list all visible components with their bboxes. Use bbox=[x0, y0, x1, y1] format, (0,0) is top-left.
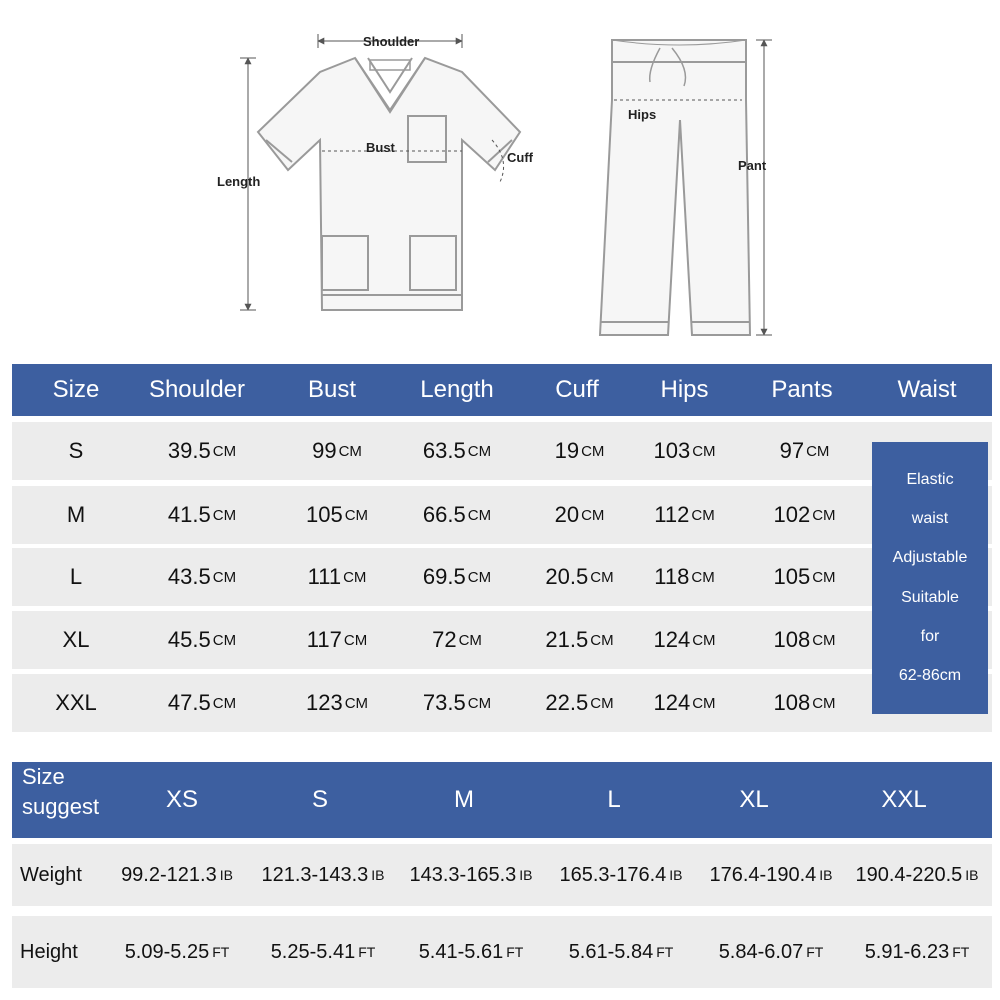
unit-label: IB bbox=[669, 867, 683, 883]
unit-label: CM bbox=[344, 694, 369, 712]
weight-value: 121.3-143.3 bbox=[261, 863, 369, 886]
unit-label: IB bbox=[219, 867, 233, 883]
size-cell-pants bbox=[757, 422, 852, 480]
size-row bbox=[12, 486, 992, 544]
size-value-hips: 103 bbox=[653, 438, 691, 463]
size-value-cuff: 20 bbox=[554, 502, 580, 527]
suggest-size-m: M bbox=[454, 786, 474, 813]
unit-label: FT bbox=[212, 944, 230, 960]
unit-label: CM bbox=[212, 506, 237, 524]
unit-label: FT bbox=[952, 944, 970, 960]
height-value: 5.41-5.61 bbox=[418, 940, 504, 963]
suggest-table-header bbox=[12, 762, 992, 838]
shirt-drawing bbox=[258, 58, 520, 310]
size-value-pants: 102 bbox=[773, 502, 811, 527]
size-cell-size bbox=[32, 422, 120, 480]
size-value-size: XXL bbox=[55, 690, 97, 715]
weight-value: 165.3-176.4 bbox=[559, 863, 667, 886]
size-value-cuff: 21.5 bbox=[545, 627, 589, 652]
unit-label: CM bbox=[812, 506, 836, 524]
weight-value: 176.4-190.4 bbox=[709, 863, 817, 886]
size-cell-cuff bbox=[527, 422, 632, 480]
size-cell-hips bbox=[637, 422, 732, 480]
size-value-shoulder: 41.5 bbox=[167, 502, 211, 527]
weight-cell bbox=[548, 844, 694, 906]
size-cell-length bbox=[402, 548, 512, 606]
size-value-pants: 97 bbox=[779, 438, 805, 463]
unit-label: CM bbox=[691, 568, 715, 586]
size-value-shoulder: 39.5 bbox=[167, 438, 211, 463]
weight-cell bbox=[398, 844, 544, 906]
waist-note-line: 62-86cm bbox=[898, 667, 962, 685]
unit-label: CM bbox=[806, 442, 830, 460]
unit-label: FT bbox=[806, 944, 824, 960]
size-cell-shoulder bbox=[142, 422, 262, 480]
header-length: Length bbox=[420, 376, 494, 403]
size-cell-hips bbox=[637, 486, 732, 544]
unit-label: CM bbox=[812, 568, 836, 586]
height-value: 5.09-5.25 bbox=[124, 940, 210, 963]
unit-label: CM bbox=[590, 631, 614, 649]
unit-label: CM bbox=[590, 568, 614, 586]
weight-label: Weight bbox=[20, 863, 82, 886]
size-cell-bust bbox=[287, 422, 387, 480]
unit-label: CM bbox=[458, 631, 482, 649]
suggest-header-label bbox=[12, 762, 132, 838]
waist-note-line: waist bbox=[911, 509, 949, 527]
unit-label: CM bbox=[590, 694, 614, 712]
unit-label: FT bbox=[358, 944, 376, 960]
size-cell-cuff bbox=[527, 674, 632, 732]
header-shoulder: Shoulder bbox=[148, 376, 246, 403]
unit-label: CM bbox=[692, 694, 716, 712]
unit-label: IB bbox=[965, 867, 979, 883]
size-cell-length bbox=[402, 486, 512, 544]
size-cell-shoulder bbox=[142, 611, 262, 669]
waist-note-line: for bbox=[920, 627, 940, 645]
waist-note-line: Suitable bbox=[901, 588, 959, 606]
size-value-hips: 118 bbox=[654, 564, 690, 589]
waist-note-line: Adjustable bbox=[892, 549, 968, 567]
size-value-bust: 99 bbox=[312, 438, 337, 463]
header-bust: Bust bbox=[307, 376, 357, 403]
size-cell-pants bbox=[757, 548, 852, 606]
weight-cell bbox=[104, 844, 250, 906]
height-cell bbox=[844, 916, 990, 988]
unit-label: FT bbox=[506, 944, 524, 960]
unit-label: CM bbox=[338, 442, 362, 460]
suggest-size-xl: XL bbox=[739, 786, 769, 813]
header-size: Size bbox=[52, 376, 100, 403]
header-pants: Pants bbox=[771, 376, 833, 403]
weight-cell bbox=[698, 844, 844, 906]
size-value-hips: 124 bbox=[653, 690, 691, 715]
size-value-bust: 123 bbox=[305, 690, 343, 715]
size-value-length: 69.5 bbox=[422, 564, 466, 589]
height-cell bbox=[104, 916, 250, 988]
unit-label: CM bbox=[691, 506, 715, 524]
hips-label: Hips bbox=[628, 107, 657, 122]
height-row bbox=[12, 916, 992, 988]
unit-label: CM bbox=[212, 442, 237, 460]
unit-label: IB bbox=[819, 867, 833, 883]
size-cell-bust bbox=[287, 486, 387, 544]
height-value: 5.61-5.84 bbox=[568, 940, 654, 963]
weight-cell bbox=[844, 844, 990, 906]
size-cell-pants bbox=[757, 486, 852, 544]
unit-label: CM bbox=[212, 568, 237, 586]
height-cell bbox=[398, 916, 544, 988]
weight-value: 190.4-220.5 bbox=[855, 863, 963, 886]
height-label: Height bbox=[20, 940, 78, 963]
cuff-label: Cuff bbox=[507, 150, 533, 165]
size-value-hips: 124 bbox=[653, 627, 691, 652]
size-value-cuff: 20.5 bbox=[545, 564, 589, 589]
suggest-size-xxl: XXL bbox=[881, 786, 927, 813]
size-value-length: 66.5 bbox=[422, 502, 466, 527]
unit-label: IB bbox=[519, 867, 533, 883]
suggest-size-xs: XS bbox=[165, 786, 198, 813]
size-value-shoulder: 47.5 bbox=[167, 690, 211, 715]
size-cell-size bbox=[32, 548, 120, 606]
size-value-size: L bbox=[69, 564, 83, 589]
suggest-size-l: L bbox=[607, 786, 621, 813]
unit-label: CM bbox=[812, 631, 836, 649]
size-value-bust: 105 bbox=[305, 502, 343, 527]
height-cell bbox=[698, 916, 844, 988]
shoulder-label: Shoulder bbox=[363, 34, 420, 49]
size-cell-hips bbox=[637, 611, 732, 669]
size-value-cuff: 19 bbox=[554, 438, 580, 463]
size-value-hips: 112 bbox=[654, 502, 690, 527]
unit-label: CM bbox=[212, 631, 237, 649]
unit-label: CM bbox=[343, 568, 367, 586]
unit-label: CM bbox=[581, 442, 605, 460]
size-cell-bust bbox=[287, 674, 387, 732]
height-cell bbox=[548, 916, 694, 988]
unit-label: CM bbox=[343, 631, 368, 649]
weight-cell bbox=[250, 844, 396, 906]
waist-note bbox=[872, 442, 988, 714]
size-cell-cuff bbox=[527, 486, 632, 544]
height-value: 5.25-5.41 bbox=[270, 940, 356, 963]
unit-label: CM bbox=[467, 694, 492, 712]
size-value-bust: 117 bbox=[306, 627, 342, 652]
size-value-shoulder: 43.5 bbox=[167, 564, 211, 589]
suggest-size-s: S bbox=[311, 786, 328, 813]
unit-label: IB bbox=[371, 867, 385, 883]
size-cell-cuff bbox=[527, 548, 632, 606]
size-cell-size bbox=[32, 674, 120, 732]
header-cuff: Cuff bbox=[555, 376, 599, 403]
size-value-pants: 108 bbox=[773, 627, 811, 652]
size-value-size: XL bbox=[62, 627, 90, 652]
waist-note-line: Elastic bbox=[906, 470, 954, 488]
unit-label: CM bbox=[212, 694, 237, 712]
size-table-header bbox=[12, 364, 992, 416]
height-cell bbox=[250, 916, 396, 988]
size-row bbox=[12, 548, 992, 606]
size-cell-pants bbox=[757, 674, 852, 732]
size-cell-shoulder bbox=[142, 486, 262, 544]
unit-label: CM bbox=[344, 506, 369, 524]
size-value-length: 72 bbox=[432, 627, 457, 652]
unit-label: CM bbox=[467, 442, 492, 460]
suggest-header-line1: Size bbox=[22, 764, 65, 789]
size-value-length: 73.5 bbox=[422, 690, 466, 715]
size-cell-hips bbox=[637, 548, 732, 606]
size-cell-size bbox=[32, 611, 120, 669]
pant-label: Pant bbox=[738, 158, 767, 173]
bust-label: Bust bbox=[366, 140, 395, 155]
size-row bbox=[12, 422, 992, 480]
unit-label: CM bbox=[692, 631, 716, 649]
size-cell-hips bbox=[637, 674, 732, 732]
pants-drawing bbox=[600, 40, 750, 335]
size-cell-shoulder bbox=[142, 548, 262, 606]
length-label: Length bbox=[217, 174, 261, 189]
size-cell-bust bbox=[287, 548, 387, 606]
size-cell-cuff bbox=[527, 611, 632, 669]
unit-label: FT bbox=[656, 944, 674, 960]
size-cell-pants bbox=[757, 611, 852, 669]
size-cell-length bbox=[402, 674, 512, 732]
weight-value: 99.2-121.3 bbox=[121, 863, 217, 886]
unit-label: CM bbox=[581, 506, 605, 524]
header-hips: Hips bbox=[660, 376, 709, 403]
size-row bbox=[12, 674, 992, 732]
size-value-size: M bbox=[66, 502, 86, 527]
size-value-pants: 108 bbox=[773, 690, 811, 715]
size-value-shoulder: 45.5 bbox=[167, 627, 211, 652]
size-value-cuff: 22.5 bbox=[545, 690, 589, 715]
size-cell-size bbox=[32, 486, 120, 544]
header-waist: Waist bbox=[897, 376, 957, 403]
unit-label: CM bbox=[692, 442, 716, 460]
size-value-pants: 105 bbox=[773, 564, 811, 589]
size-cell-bust bbox=[287, 611, 387, 669]
size-value-length: 63.5 bbox=[422, 438, 466, 463]
height-value: 5.84-6.07 bbox=[718, 940, 804, 963]
unit-label: CM bbox=[467, 506, 492, 524]
height-value: 5.91-6.23 bbox=[864, 940, 950, 963]
weight-row bbox=[12, 844, 992, 906]
size-value-bust: 111 bbox=[307, 564, 342, 589]
size-row bbox=[12, 611, 992, 669]
weight-value: 143.3-165.3 bbox=[409, 863, 517, 886]
size-cell-shoulder bbox=[142, 674, 262, 732]
suggest-header-line2: suggest bbox=[22, 794, 100, 819]
unit-label: CM bbox=[467, 568, 492, 586]
unit-label: CM bbox=[812, 694, 836, 712]
size-cell-length bbox=[402, 611, 512, 669]
size-cell-length bbox=[402, 422, 512, 480]
size-value-size: S bbox=[68, 438, 84, 463]
garment-diagram bbox=[0, 0, 1000, 360]
